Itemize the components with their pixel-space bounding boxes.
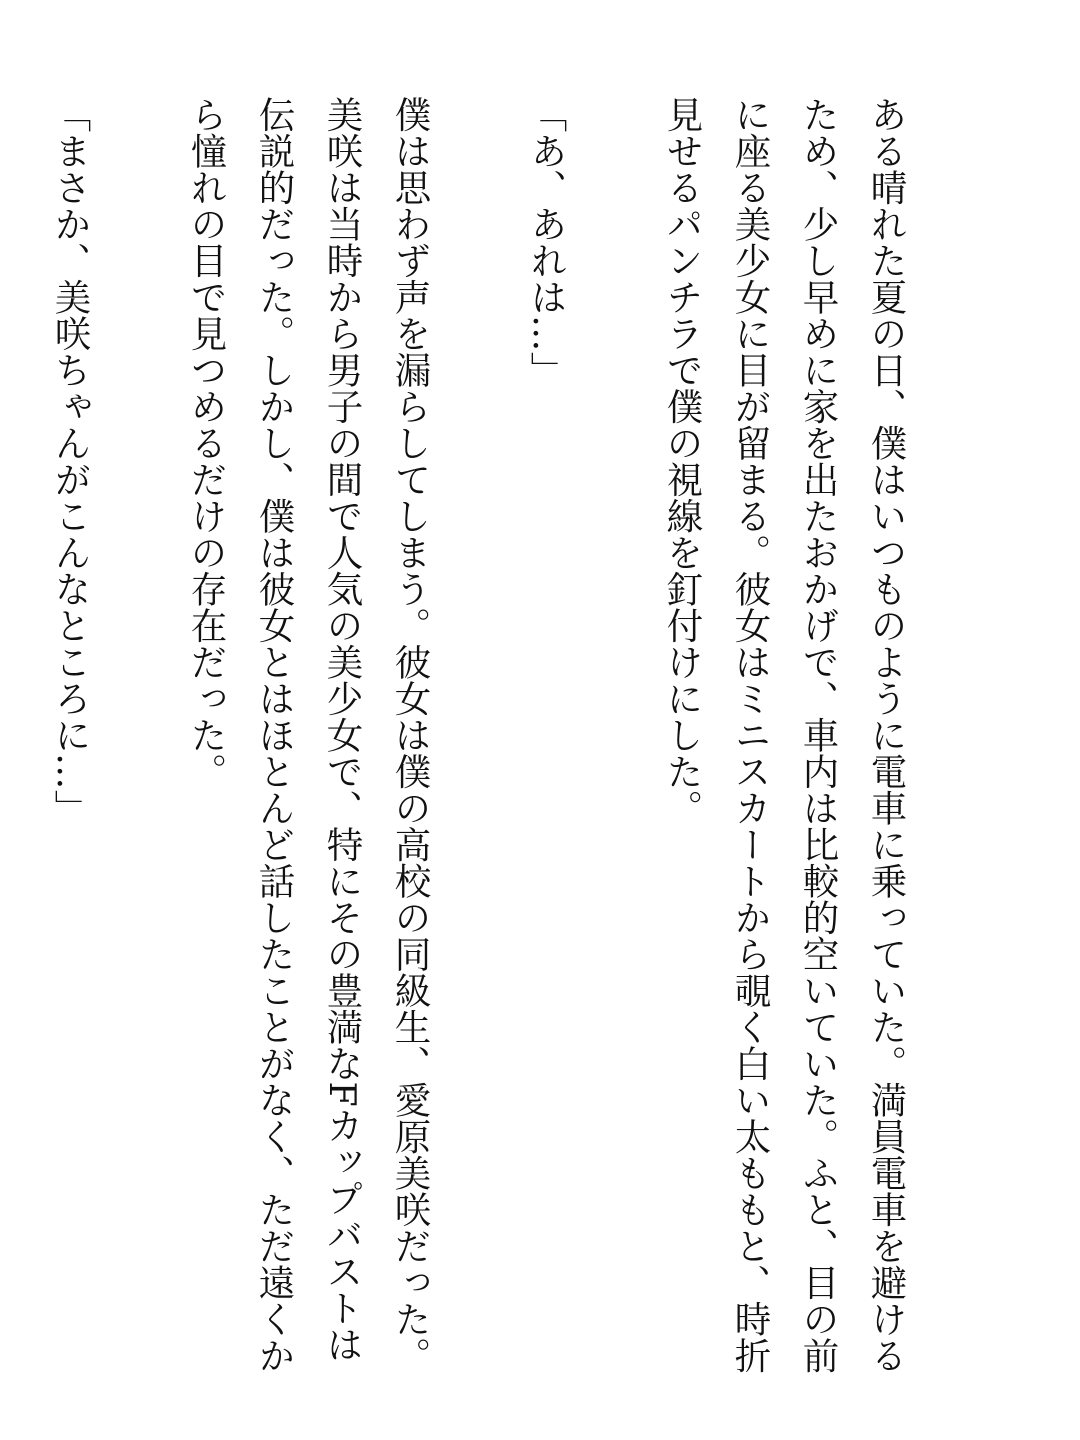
paragraph-3: 僕は思わず声を漏らしてしまう。彼女は僕の高校の同級生、愛原美咲だった。美咲は当時から男子の間で人気の美少女で、特にその豊満なFカップバストは伝説的だった。しかし、僕は彼女とはほとんど話したことがなく、ただ遠くから憧れの目で見つめるだけの存在だった。 <box>185 96 432 1374</box>
paragraph-4: 「まさか、美咲ちゃんがこんなところに…」 <box>49 96 92 826</box>
paragraph-gap <box>444 96 512 1376</box>
vertical-text-body <box>0 96 920 1376</box>
paragraph-gap <box>104 96 172 1376</box>
paragraph-2: 「あ、あれは…」 <box>525 96 568 388</box>
paragraph-1: ある晴れた夏の日、僕はいつものように電車に乗っていた。満員電車を避けるため、少し早めに家を出たおかげで、車内は比較的空いていた。ふと、目の前に座る美少女に目が留まる。彼女はミニスカートから覗く白い太ももと、時折見せるパンチラで僕の視線を釘付けにした。 <box>661 96 908 1374</box>
paragraph-gap <box>0 96 36 1376</box>
paragraph-gap <box>580 96 648 1376</box>
